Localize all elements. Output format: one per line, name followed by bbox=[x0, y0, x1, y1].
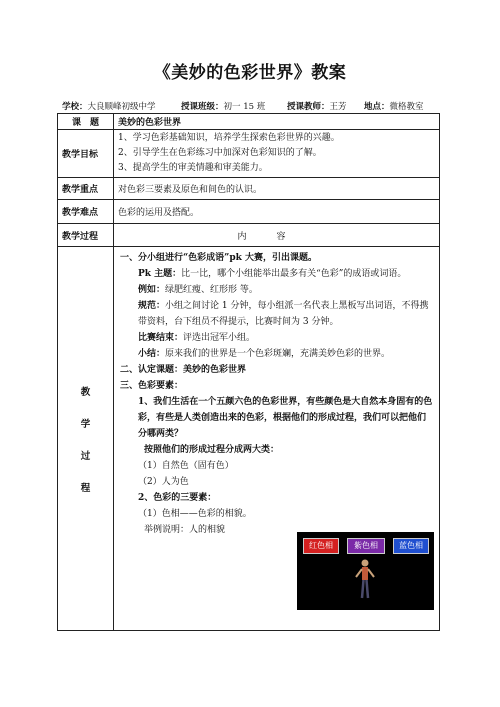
person-figure-icon bbox=[355, 558, 375, 602]
goals-label: 教学目标 bbox=[58, 130, 114, 178]
category-artificial: （2）人为色 bbox=[138, 477, 189, 487]
category-natural: （1）自然色（固有色） bbox=[138, 461, 234, 471]
topic-value: 美妙的色彩世界 bbox=[114, 114, 440, 130]
key-value: 对色彩三要素及原色和间色的认识。 bbox=[114, 178, 440, 200]
pk-topic: Pk 主题：比一比，哪个小组能举出最多有关“色彩”的成语或词语。 bbox=[138, 269, 407, 279]
topic-row bbox=[58, 114, 440, 130]
difficulty-label: 教学难点 bbox=[58, 200, 114, 224]
page-title: 《美妙的色彩世界》教案 bbox=[153, 63, 347, 83]
section-3-heading: 三、色彩要素： bbox=[120, 381, 184, 391]
difficulty-value: 色彩的运用及搭配。 bbox=[114, 200, 440, 224]
process-side-label: 教 学 过 程 bbox=[58, 247, 114, 631]
school-field: 学校：大良顺峰初级中学 bbox=[62, 102, 156, 112]
question-1-sub: 按照他们的形成过程分成两大类： bbox=[144, 445, 280, 455]
class-field: 授课班级：初一 15 班 bbox=[181, 102, 266, 112]
question-1: 1、我们生活在一个五颜六色的色彩世界，有些颜色是大自然本身固有的色彩，有些是人类创造出来的色彩，根据他们的形成过程，我们可以把他们分哪两类？ bbox=[138, 397, 433, 439]
hue-definition: （1）色相——色彩的相貌。 bbox=[138, 509, 252, 519]
rules: 规范：小组之间讨论 1 分钟，每小组派一名代表上黑板写出词语，不得携带资料，台下组员不得提示，比赛时间为 3 分钟。 bbox=[138, 301, 429, 327]
place-field: 地点：微格教室 bbox=[364, 102, 424, 112]
blue-hue-chip: 蓝色相 bbox=[393, 538, 429, 554]
section-1-heading: 一、分小组进行“色彩成语”pk 大赛，引出课题。 bbox=[120, 253, 318, 263]
content-header: 内容 bbox=[114, 224, 440, 247]
hue-example: 举例说明：人的相貌 bbox=[144, 525, 226, 535]
red-hue-chip: 红色相 bbox=[303, 538, 339, 554]
summary: 小结：原来我们的世界是一个色彩斑斓，充满美妙色彩的世界。 bbox=[138, 349, 391, 359]
topic-label: 课 题 bbox=[58, 114, 114, 130]
three-elements-heading: 2、色彩的三要素： bbox=[138, 493, 217, 503]
hue-slide-image bbox=[297, 532, 434, 610]
contest-end: 比赛结束：评选出冠军小组。 bbox=[138, 333, 256, 343]
goal-item: 1、学习色彩基础知识，培养学生探索色彩世界的兴趣。 bbox=[118, 133, 340, 143]
process-header-row bbox=[58, 224, 440, 247]
goals-list bbox=[114, 130, 440, 178]
purple-hue-chip: 紫色相 bbox=[347, 538, 385, 554]
goal-item: 3、提高学生的审美情趣和审美能力。 bbox=[118, 163, 268, 173]
key-label: 教学重点 bbox=[58, 178, 114, 200]
teacher-field: 授课教师：王芳 bbox=[287, 102, 347, 112]
section-2-heading: 二、认定课题：美妙的色彩世界 bbox=[120, 365, 247, 375]
key-row bbox=[58, 178, 440, 200]
goals-row bbox=[58, 130, 440, 178]
goal-item: 2、引导学生在色彩练习中加深对色彩知识的了解。 bbox=[118, 148, 322, 158]
difficulty-row bbox=[58, 200, 440, 224]
process-label: 教学过程 bbox=[58, 224, 114, 247]
lesson-info bbox=[62, 100, 442, 114]
example: 例如：绿肥红瘦、红形形 等。 bbox=[138, 285, 258, 295]
